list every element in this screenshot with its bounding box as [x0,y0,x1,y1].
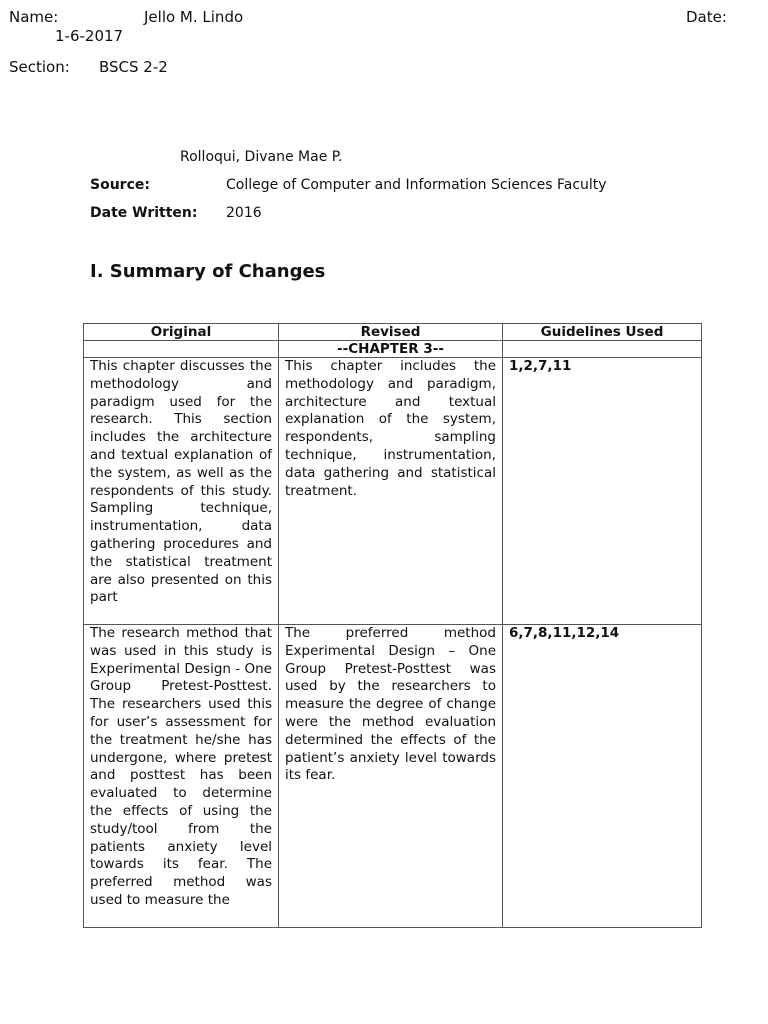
table-header-row [84,324,702,341]
chapter-empty-cell [84,341,279,358]
original-cell [84,625,279,928]
name-value: Jello M. Lindo [144,8,244,26]
date-written-value: 2016 [226,205,262,221]
guidelines-used: 6,7,8,11,12,14 [503,625,702,928]
date-written-label: Date Written: [90,205,198,221]
date-label: Date: [686,8,727,26]
chapter-empty-cell [503,341,702,358]
date-value: 1-6-2017 [55,27,124,45]
guidelines-used: 1,2,7,11 [503,358,702,625]
column-header-guidelines: Guidelines Used [503,324,702,341]
chapter-label: --CHAPTER 3-- [279,341,503,358]
source-label: Source: [90,177,150,193]
section-value: BSCS 2-2 [99,58,168,76]
column-header-original: Original [84,324,279,341]
revised-text: This chapter includes the methodology and paradigm, architecture and textual explanation of the system, respondents, sampling technique, instrumentation, data gathering and statistical treatment. [279,358,503,625]
table-row [84,625,702,928]
chapter-row [84,341,702,358]
author-name: Rolloqui, Divane Mae P. [180,149,343,165]
revised-text: The preferred method Experimental Design – One Group Pretest-Posttest was used by the researchers to measure the degree of change were the method evaluation determined the effects of the patient’s anxiety level towards its fear. [279,625,503,928]
summary-of-changes-table [83,323,702,928]
section-label: Section: [9,58,70,76]
table-row [84,358,702,625]
section-title: I. Summary of Changes [90,261,326,282]
original-text: The research method that was used in this study is Experimental Design - One Group Pretest-Posttest. The researchers used this for user’s assessment for the treatment he/she has undergone, where pretest and posttest has been evaluated to determine the effects of using the study/tool from the patients anxiety level towards its fear. The preferred method was used to measure the [90,625,272,908]
column-header-revised: Revised [279,324,503,341]
original-text: This chapter discusses the methodology and paradigm used for the research. This section includes the architecture and textual explanation of the system, as well as the respondents of this study. Sampling technique, instrumentation, data gathering procedures and the statistical treatment are also presented on this part [84,358,279,625]
name-label: Name: [9,8,59,26]
source-value: College of Computer and Information Sciences Faculty [226,177,607,193]
